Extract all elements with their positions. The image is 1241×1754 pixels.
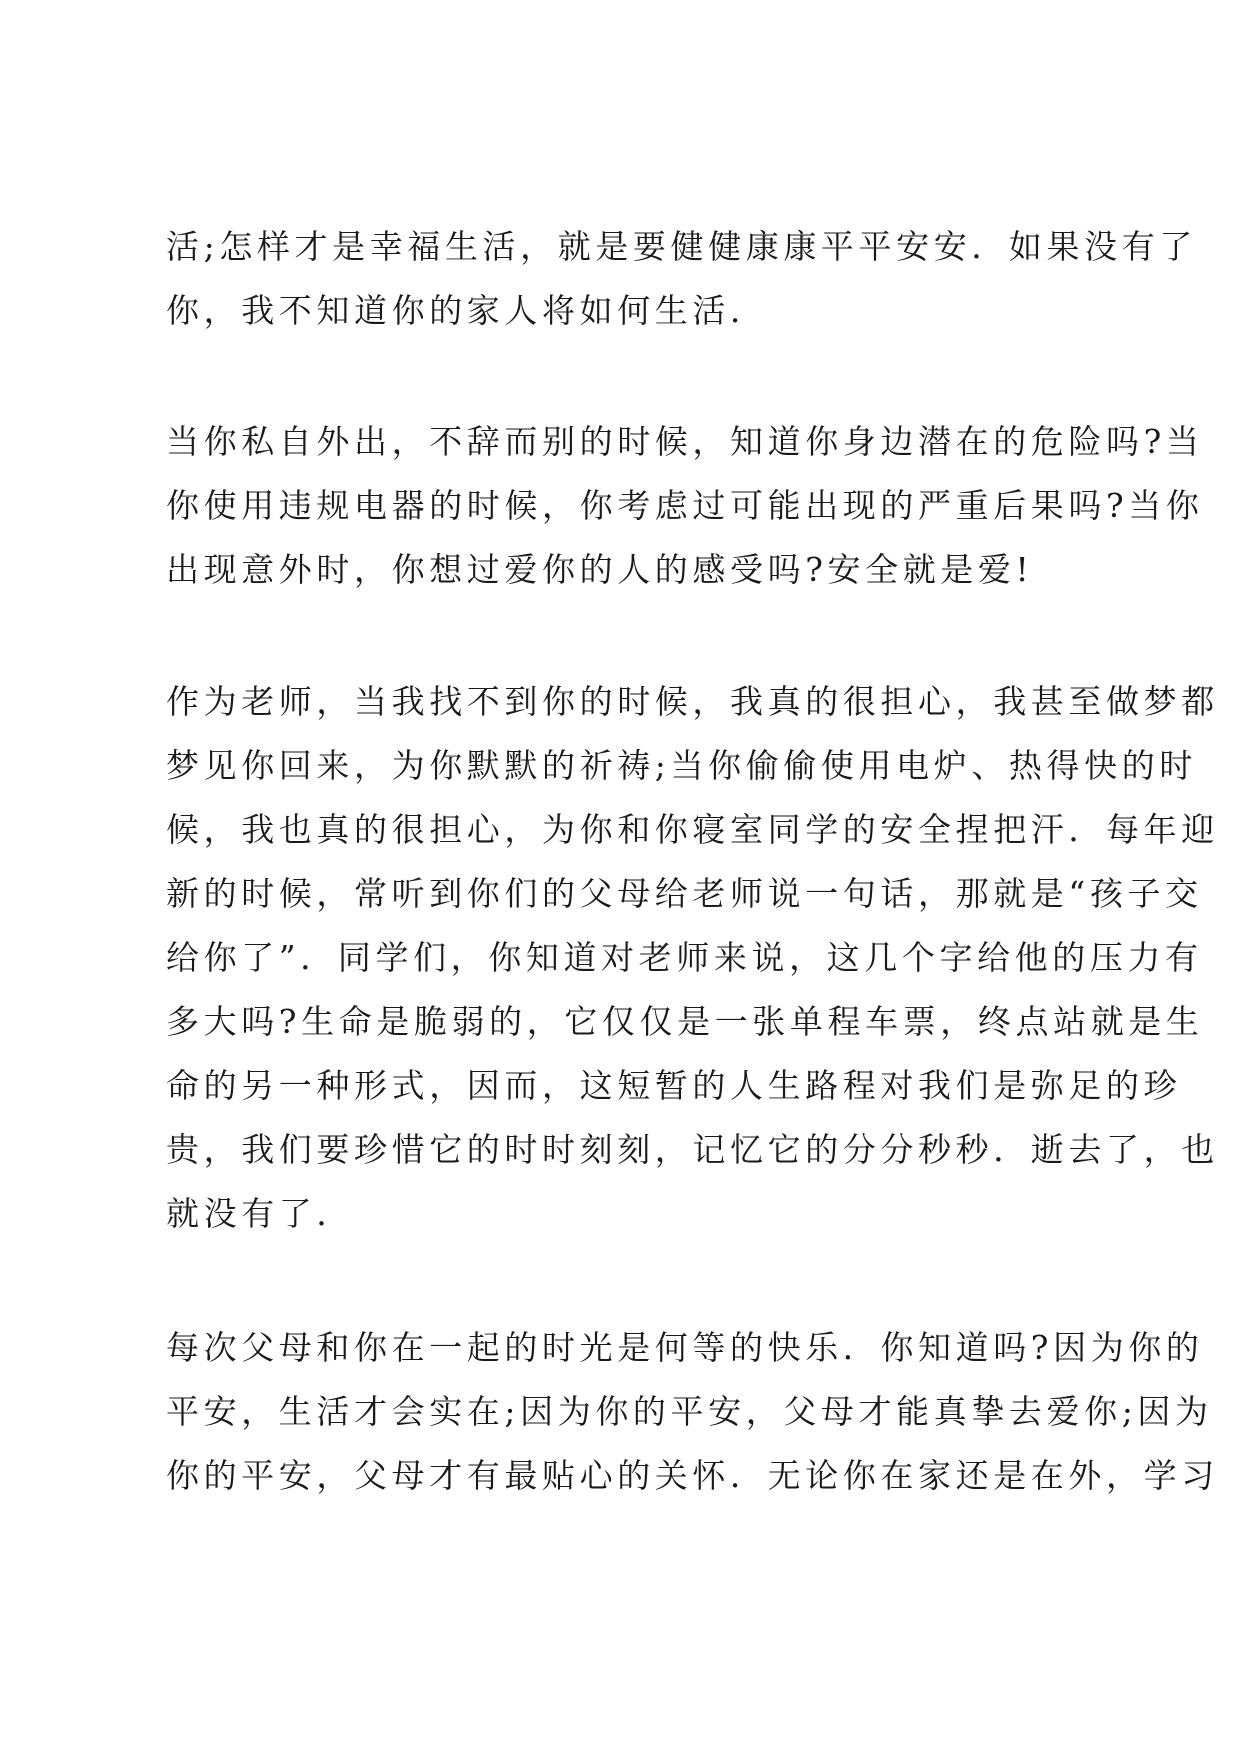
text-line: 你使用违规电器的时候，你考虑过可能出现的严重后果吗?当你 [166,486,1204,525]
text-line: 当你私自外出，不辞而别的时候，知道你身边潜在的危险吗?当 [166,422,1204,461]
text-line: 给你了”．同学们，你知道对老师来说，这几个字给他的压力有 [166,938,1203,977]
paragraph-2 [166,410,1204,602]
text-line: 贵，我们要珍惜它的时时刻刻，记忆它的分分秒秒．逝去了，也 [166,1130,1219,1169]
text-line: 平安，生活才会实在;因为你的平安，父母才能真挚去爱你;因为 [166,1392,1213,1431]
text-line: 作为老师，当我找不到你的时候，我真的很担心，我甚至做梦都 [166,682,1219,721]
text-line: 就没有了． [166,1194,354,1233]
text-line: 新的时候，常听到你们的父母给老师说一句话，那就是“孩子交 [166,874,1203,913]
text-line: 每次父母和你在一起的时光是何等的快乐．你知道吗?因为你的 [166,1328,1204,1367]
paragraph-1 [166,215,1197,343]
text-line: 活;怎样才是幸福生活，就是要健健康康平平安安．如果没有了 [166,227,1197,266]
text-line: 梦见你回来，为你默默的祈祷;当你偷偷使用电炉、热得快的时 [166,746,1197,785]
text-line: 你，我不知道你的家人将如何生活． [166,291,768,330]
text-line: 出现意外时，你想过爱你的人的感受吗?安全就是爱! [166,550,1034,589]
text-line: 命的另一种形式，因而，这短暂的人生路程对我们是弥足的珍 [166,1066,1182,1105]
paragraph-4 [166,1316,1219,1508]
text-line: 你的平安，父母才有最贴心的关怀．无论你在家还是在外，学习 [166,1456,1219,1495]
text-line: 候，我也真的很担心，为你和你寝室同学的安全捏把汗．每年迎 [166,810,1219,849]
paragraph-3 [166,670,1219,1246]
text-line: 多大吗?生命是脆弱的，它仅仅是一张单程车票，终点站就是生 [166,1002,1204,1041]
